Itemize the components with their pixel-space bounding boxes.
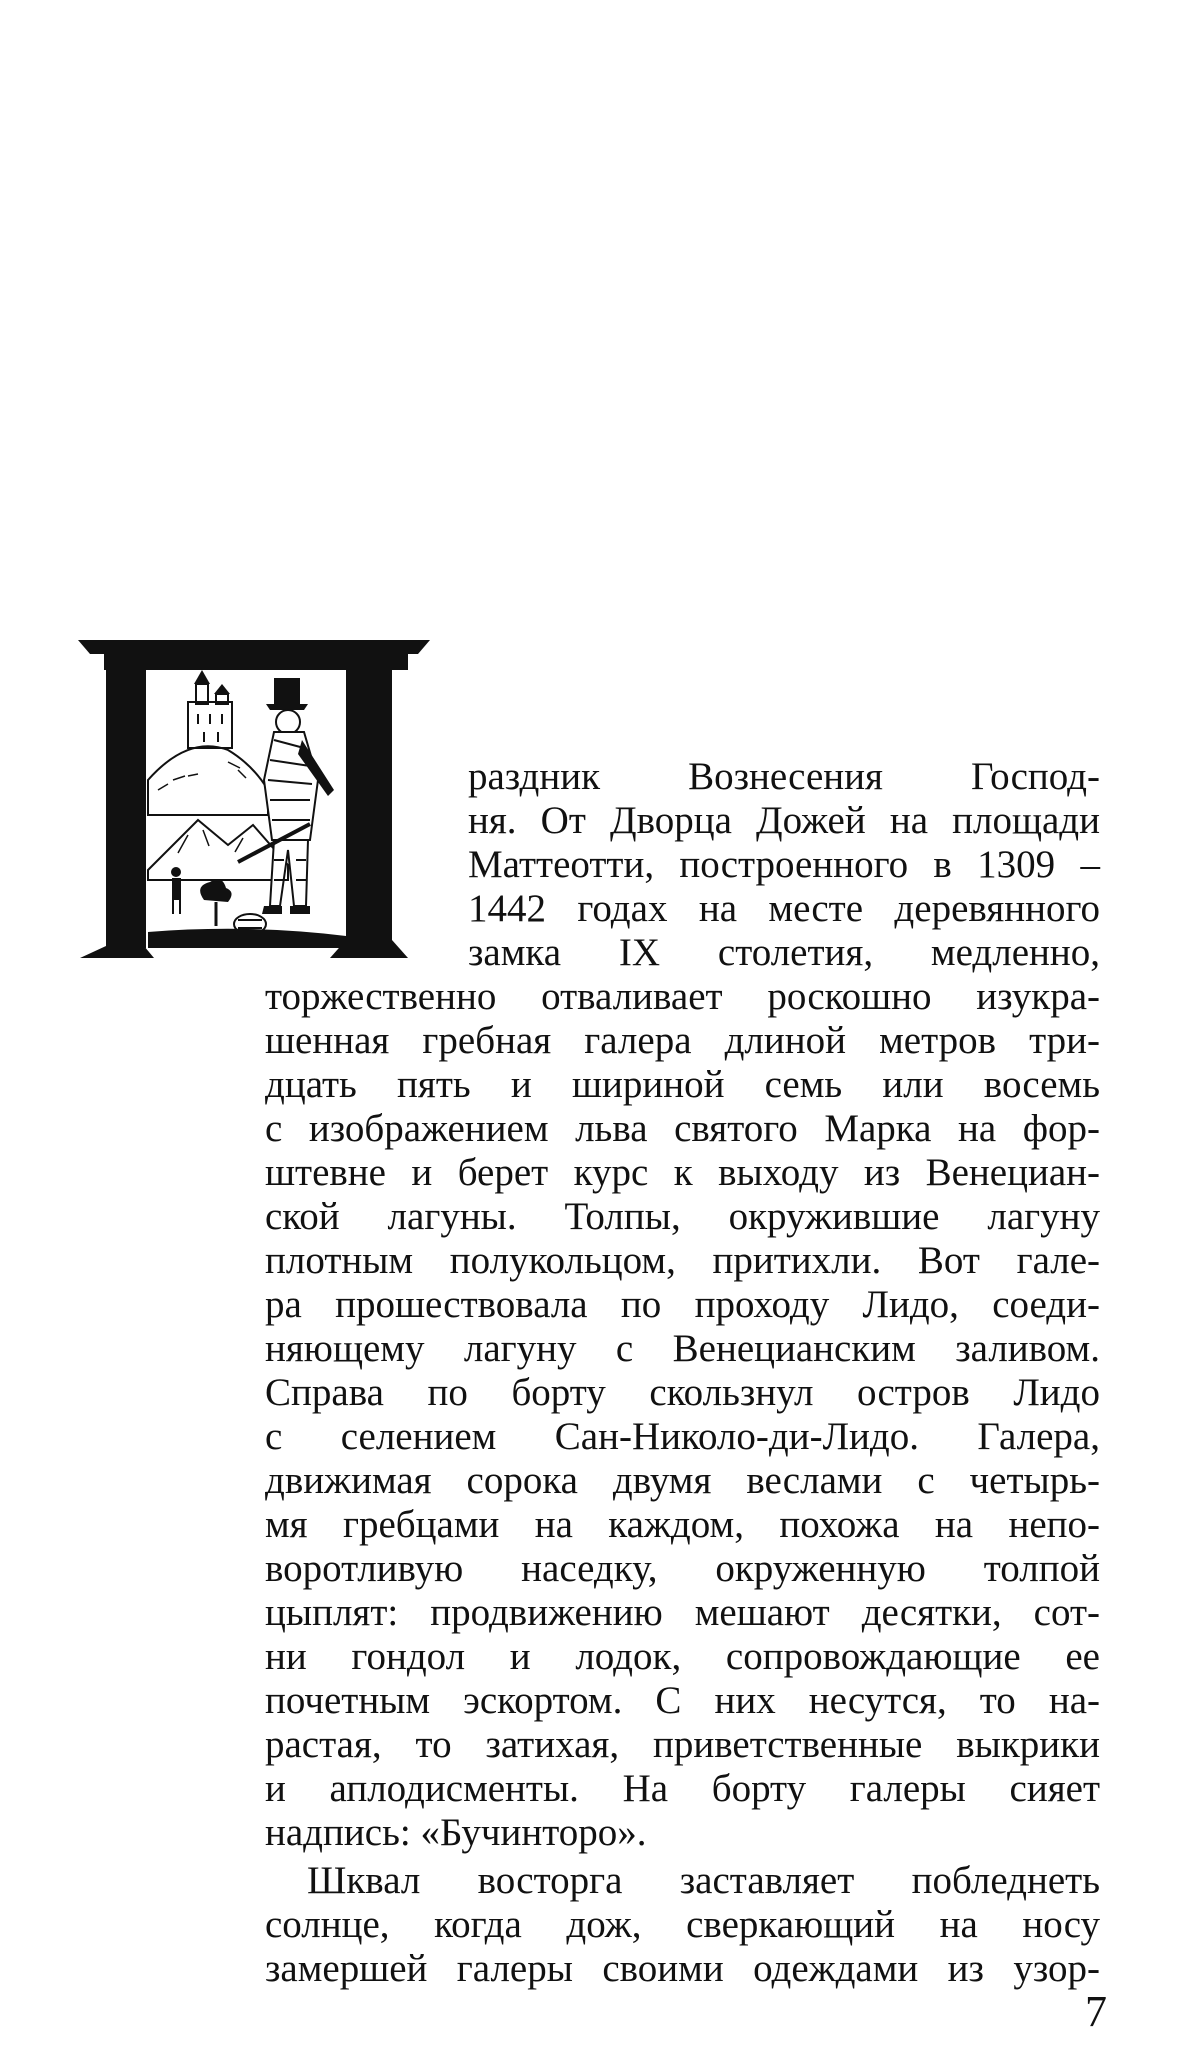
text-line: торжественно отваливает роскошно изукра- (265, 975, 1100, 1018)
text-line: почетным эскортом. С них несутся, то на- (265, 1679, 1100, 1722)
text-line: ра прошествовала по проходу Лидо, соеди- (265, 1283, 1100, 1326)
text-line: няющему лагуну с Венецианским заливом. (265, 1327, 1100, 1370)
text-line: солнце, когда дож, сверкающий на носу (265, 1903, 1100, 1946)
text-line: движимая сорока двумя веслами с четырь- (265, 1459, 1100, 1502)
drop-cap-illustration (78, 640, 430, 958)
text-line: мя гребцами на каждом, похожа на непо- (265, 1503, 1100, 1546)
text-line: замершей галеры своими одеждами из узор- (265, 1947, 1100, 1990)
text-line: с изображением льва святого Марка на фор- (265, 1107, 1100, 1150)
text-line: надпись: «Бучинторо». (265, 1811, 647, 1854)
text-line: ни гондол и лодок, сопровождающие ее (265, 1635, 1100, 1678)
text-line: 1442 годах на месте деревянного (468, 887, 1100, 930)
text-line: дцать пять и шириной семь или восемь (265, 1063, 1100, 1106)
text-line: ской лагуны. Толпы, окружившие лагуну (265, 1195, 1100, 1238)
text-line: шенная гребная галера длиной метров три- (265, 1019, 1100, 1062)
text-line: и аплодисменты. На борту галеры сияет (265, 1767, 1100, 1810)
text-line: плотным полукольцом, притихли. Вот гале- (265, 1239, 1100, 1282)
text-line: замка IX столетия, медленно, (468, 931, 1100, 974)
text-line: воротливую наседку, окруженную толпой (265, 1547, 1100, 1590)
text-line: штевне и берет курс к выходу из Венециан- (265, 1151, 1100, 1194)
page-number: 7 (1085, 1987, 1107, 2036)
text-line: раздник Вознесения Господ- (468, 755, 1100, 798)
text-line: Справа по борту скользнул остров Лидо (265, 1371, 1100, 1414)
text-line: с селением Сан-Николо-ди-Лидо. Галера, (265, 1415, 1100, 1458)
text-line: цыплят: продвижению мешают десятки, сот- (265, 1591, 1100, 1634)
text-line: Шквал восторга заставляет побледнеть (307, 1859, 1100, 1902)
text-line: ня. От Дворца Дожей на площади (468, 799, 1100, 842)
text-line: Маттеотти, построенного в 1309 – (468, 843, 1100, 886)
text-line: растая, то затихая, приветственные выкрики (265, 1723, 1100, 1766)
